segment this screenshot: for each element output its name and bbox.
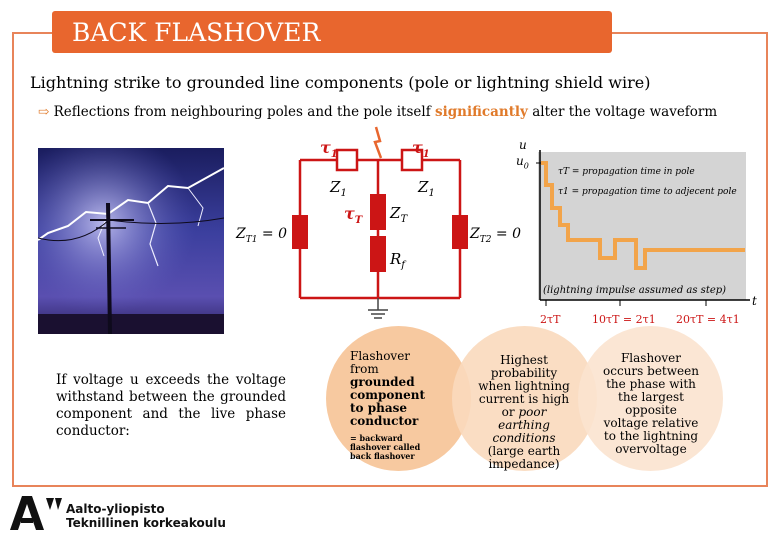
bullet-arrow-icon: ⇨ [38,104,50,120]
circle1-note: = backward flashover called back flashover [350,433,421,461]
z1-left-label: $Z_1$ [330,178,347,199]
circle3-text: Flashover occurs between the phase with the largest opposite voltage relative to the lightning overvoltage [603,351,699,456]
waveform-line [541,163,745,268]
circle2-line-c: (large earth impedance) [487,444,561,471]
u0-label: $u_0$ [516,154,529,171]
circle2-text [474,354,574,471]
bullet-text-after: alter the voltage waveform [527,104,718,120]
condition-text: If voltage u exceeds the voltage withstand between the grounded component and the live phase conductor: [56,372,286,439]
logo-line1: Aalto-yliopisto [66,502,165,516]
rf-label: $R_f$ [390,250,405,271]
bullet-emphasis: significantly [434,104,528,120]
plot-note: (lightning impulse assumed as step) [543,285,727,296]
tick-10tauT: 10τT = 2τ1 [592,313,656,326]
tick-2tauT: 2τT [540,313,561,326]
circle2-line-b: poor earthing conditions [492,405,556,445]
tau1-right-label: $\tau_1$ [412,138,430,161]
t-axis-label: t [752,294,757,308]
tau1-left-label: $\tau_1$ [320,138,338,161]
zT2-label: $Z_{T2} = 0$ [470,226,522,245]
circle1-line-b: grounded component to phase conductor [350,375,426,428]
aalto-logo-icon [10,496,62,530]
circle1-line-a: Flashover from [350,349,411,376]
tauT-label: $\tau_T$ [344,204,363,227]
legend-tau1: τ1 = propagation time to adjecent pole [558,187,737,197]
u-axis-label: u [519,138,527,152]
circle2-line-a: Highest probability when lightning current is high or [478,353,570,419]
logo-line2: Teknillinen korkeakoulu [66,516,226,530]
circle1-text [350,350,442,461]
slide-subtitle: Lightning strike to grounded line components (pole or lightning shield wire) [30,73,651,92]
zT1-label: $Z_{T1} = 0$ [236,226,288,245]
legend-tauT: τT = propagation time in pole [558,167,695,177]
z1-right-label: $Z_1$ [418,178,435,199]
slide-title: BACK FLASHOVER [72,18,321,47]
tick-20tauT: 20τT = 4τ1 [676,313,740,326]
bullet-text-before: Reflections from neighbouring poles and the pole itself [53,104,435,120]
zT-label: $Z_T$ [390,204,408,225]
